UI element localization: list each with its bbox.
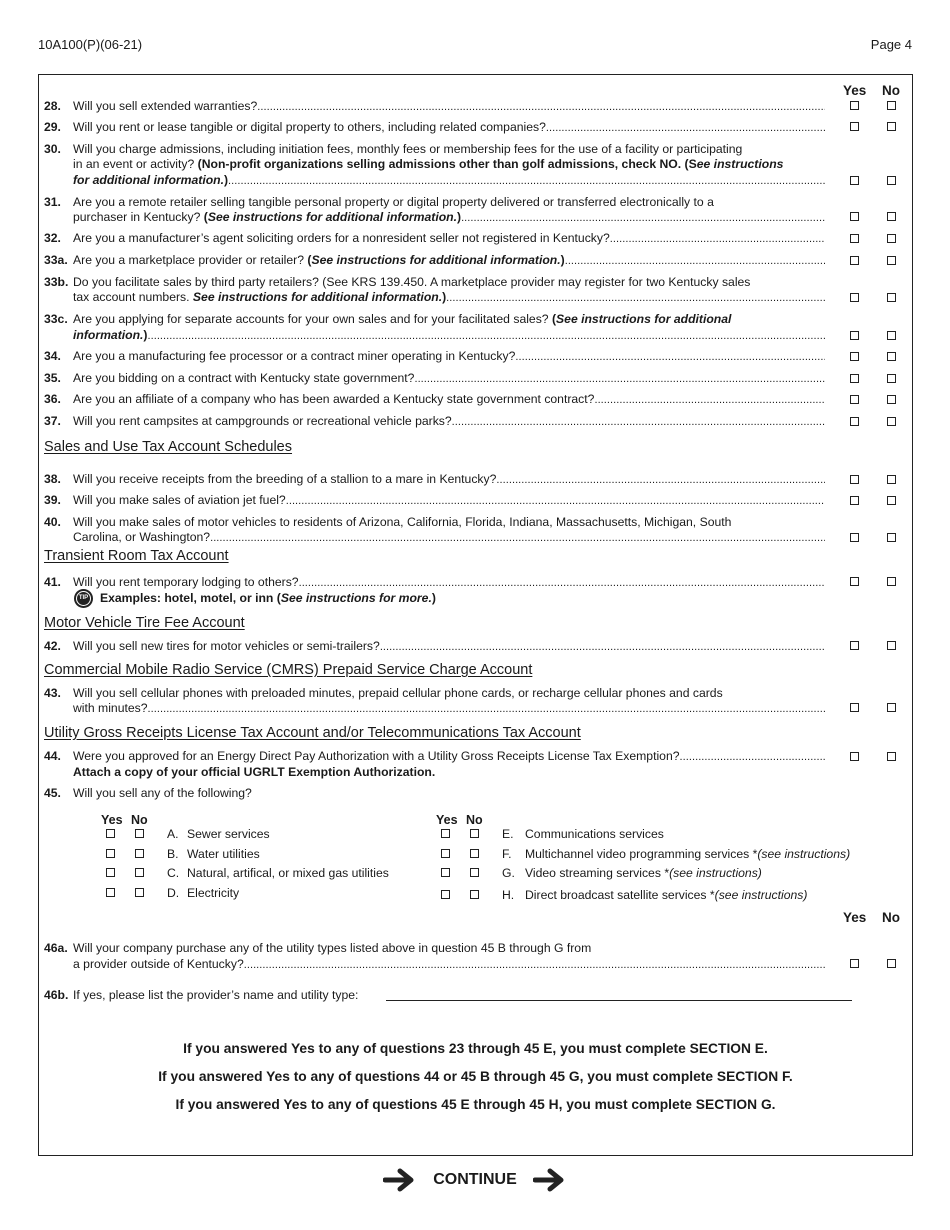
q35-no-checkbox[interactable] (887, 374, 896, 383)
q45b-yes-checkbox[interactable] (106, 849, 115, 858)
q33a-yes-checkbox[interactable] (850, 256, 859, 265)
continue-label: CONTINUE (433, 1171, 517, 1188)
q43-no-checkbox[interactable] (887, 703, 896, 712)
q41-tip-text: Examples: hotel, motel, or inn (See instructions for more.) (100, 591, 436, 605)
q39-number: 39. (44, 493, 61, 507)
q35-number: 35. (44, 371, 61, 385)
q28-number: 28. (44, 99, 61, 113)
q33c-line2: information.) . . . (73, 328, 825, 342)
right-arrow-icon (533, 1168, 567, 1192)
q31-line1: Are you a remote retailer selling tangible personal property or digital property delivered or transferred electronically to a (73, 195, 714, 209)
q44-line2: Attach a copy of your official UGRLT Exemption Authorization. (73, 765, 436, 779)
q44-no-checkbox[interactable] (887, 752, 896, 761)
q44-number: 44. (44, 749, 61, 763)
q37-number: 37. (44, 414, 61, 428)
form-id: 10A100(P)(06-21) (38, 37, 143, 52)
q45b-letter: B. (167, 847, 179, 861)
q32-number: 32. (44, 231, 61, 245)
q28-yes-checkbox[interactable] (850, 101, 859, 110)
q46a-number: 46a. (44, 941, 68, 955)
q45d-yes-checkbox[interactable] (106, 888, 115, 897)
q45h-label: Direct broadcast satellite services *(see instructions) (525, 888, 808, 902)
q29-no-checkbox[interactable] (887, 122, 896, 131)
q43-line2: with minutes? . . . (73, 701, 825, 715)
instruction-section-e: If you answered Yes to any of questions 23 through 45 E, you must complete SECTION E. (183, 1041, 768, 1056)
q45-right-yes-header: Yes (436, 813, 458, 827)
q35-text: Are you bidding on a contract with Kentucky state government? . . . (73, 371, 825, 385)
q29-number: 29. (44, 120, 61, 134)
q45-right-no-header: No (466, 813, 483, 827)
yes-column-header: Yes (843, 83, 867, 98)
q45h-no-checkbox[interactable] (470, 890, 479, 899)
q44-line1: Were you approved for an Energy Direct Pay Authorization with a Utility Gross Receipts License Tax Exemption? . . . (73, 749, 825, 763)
q45b-label: Water utilities (187, 847, 260, 861)
q37-yes-checkbox[interactable] (850, 417, 859, 426)
q45-left-yes-header: Yes (101, 813, 123, 827)
q33b-yes-checkbox[interactable] (850, 293, 859, 302)
q45c-no-checkbox[interactable] (135, 868, 144, 877)
q33c-no-checkbox[interactable] (887, 331, 896, 340)
q45c-label: Natural, artifical, or mixed gas utilities (187, 866, 389, 880)
yes-column-header-2: Yes (843, 910, 867, 925)
q46a-yes-checkbox[interactable] (850, 959, 859, 968)
q30-no-checkbox[interactable] (887, 176, 896, 185)
q36-text: Are you an affiliate of a company who has been awarded a Kentucky state government contract? . . . (73, 392, 825, 406)
page-number: Page 4 (870, 37, 912, 52)
q45-number: 45. (44, 786, 61, 800)
q43-line1: Will you sell cellular phones with preloaded minutes, prepaid cellular phone cards, or recharge cellular phones and cards (73, 686, 723, 700)
right-arrow-icon (383, 1168, 417, 1192)
q45-left-no-header: No (131, 813, 148, 827)
q31-yes-checkbox[interactable] (850, 212, 859, 221)
q30-yes-checkbox[interactable] (850, 176, 859, 185)
q32-no-checkbox[interactable] (887, 234, 896, 243)
q40-yes-checkbox[interactable] (850, 533, 859, 542)
q45d-letter: D. (167, 886, 180, 900)
q45g-label: Video streaming services *(see instructions) (525, 866, 762, 880)
q32-text: Are you a manufacturer’s agent soliciting orders for a nonresident seller not registered in Kentucky? . . . (73, 231, 825, 245)
q28-no-checkbox[interactable] (887, 101, 896, 110)
q45e-yes-checkbox[interactable] (441, 829, 450, 838)
section-cmrs: Commercial Mobile Radio Service (CMRS) Prepaid Service Charge Account (44, 662, 533, 678)
instruction-section-g: If you answered Yes to any of questions 45 E through 45 H, you must complete SECTION G. (175, 1097, 776, 1112)
tip-icon: TIP (74, 589, 93, 608)
q45e-no-checkbox[interactable] (470, 829, 479, 838)
q45f-yes-checkbox[interactable] (441, 849, 450, 858)
q33b-line2: tax account numbers. See instructions for additional information.) . . . (73, 290, 825, 304)
q35-yes-checkbox[interactable] (850, 374, 859, 383)
q45a-label: Sewer services (187, 827, 270, 841)
q34-number: 34. (44, 349, 61, 363)
q45e-label: Communications services (525, 827, 664, 841)
q33a-number: 33a. (44, 253, 68, 267)
q28-text: Will you sell extended warranties? . . . (73, 99, 825, 113)
q36-no-checkbox[interactable] (887, 395, 896, 404)
q33a-text: Are you a marketplace provider or retailer? (See instructions for additional information.) . . . (73, 253, 825, 267)
q46b-text: If yes, please list the provider’s name and utility type: (73, 988, 359, 1002)
section-utility-telecom: Utility Gross Receipts License Tax Account and/or Telecommunications Tax Account (44, 725, 581, 741)
q45a-letter: A. (167, 827, 179, 841)
q29-yes-checkbox[interactable] (850, 122, 859, 131)
q45c-letter: C. (167, 866, 180, 880)
q45g-letter: G. (502, 866, 515, 880)
q31-no-checkbox[interactable] (887, 212, 896, 221)
q46b-provider-input[interactable] (386, 1000, 852, 1001)
q41-number: 41. (44, 575, 61, 589)
q30-number: 30. (44, 142, 61, 156)
q43-yes-checkbox[interactable] (850, 703, 859, 712)
q33c-number: 33c. (44, 312, 68, 326)
q45f-label: Multichannel video programming services *(see instructions) (525, 847, 851, 861)
q40-line2: Carolina, or Washington? . . . (73, 530, 825, 544)
q45d-label: Electricity (187, 886, 240, 900)
q45h-letter: H. (502, 888, 515, 902)
q33c-line1: Are you applying for separate accounts for your own sales and for your facilitated sales? (See instructions for additional (73, 312, 732, 326)
q29-text: Will you rent or lease tangible or digital property to others, including related companies? . . . (73, 120, 825, 134)
continue-indicator (0, 1168, 950, 1192)
q34-no-checkbox[interactable] (887, 352, 896, 361)
q45d-no-checkbox[interactable] (135, 888, 144, 897)
q46a-line2: a provider outside of Kentucky? . . . (73, 957, 825, 971)
q42-number: 42. (44, 639, 61, 653)
q31-line2: purchaser in Kentucky? (See instructions for additional information.) . . . (73, 210, 825, 224)
q45f-no-checkbox[interactable] (470, 849, 479, 858)
q45a-yes-checkbox[interactable] (106, 829, 115, 838)
section-tire-fee: Motor Vehicle Tire Fee Account (44, 615, 245, 631)
no-column-header: No (882, 83, 900, 98)
q38-yes-checkbox[interactable] (850, 475, 859, 484)
instruction-section-f: If you answered Yes to any of questions 44 or 45 B through 45 G, you must complete SECTION F. (158, 1069, 793, 1084)
q30-line2: in an event or activity? (Non-profit organizations selling admissions other than golf admissions, check NO. (See instructions (73, 157, 784, 171)
q36-number: 36. (44, 392, 61, 406)
q34-yes-checkbox[interactable] (850, 352, 859, 361)
q40-no-checkbox[interactable] (887, 533, 896, 542)
q42-yes-checkbox[interactable] (850, 641, 859, 650)
q30-line3: for additional information.) . . . (73, 173, 825, 187)
q39-yes-checkbox[interactable] (850, 496, 859, 505)
q41-no-checkbox[interactable] (887, 577, 896, 586)
q45-text: Will you sell any of the following? (73, 786, 252, 800)
q38-no-checkbox[interactable] (887, 475, 896, 484)
q42-no-checkbox[interactable] (887, 641, 896, 650)
q45h-yes-checkbox[interactable] (441, 890, 450, 899)
q40-number: 40. (44, 515, 61, 529)
q45e-letter: E. (502, 827, 514, 841)
q45g-yes-checkbox[interactable] (441, 868, 450, 877)
q45a-no-checkbox[interactable] (135, 829, 144, 838)
q36-yes-checkbox[interactable] (850, 395, 859, 404)
q33a-no-checkbox[interactable] (887, 256, 896, 265)
q46a-line1: Will your company purchase any of the utility types listed above in question 45 B through G from (73, 941, 592, 955)
q30-line1: Will you charge admissions, including initiation fees, monthly fees or membership fees for the use of a facility or participating (73, 142, 743, 156)
q40-line1: Will you make sales of motor vehicles to residents of Arizona, California, Florida, Indiana, Massachusetts, Michigan, South (73, 515, 732, 529)
q41-yes-checkbox[interactable] (850, 577, 859, 586)
q31-number: 31. (44, 195, 61, 209)
q38-number: 38. (44, 472, 61, 486)
q33b-line1: Do you facilitate sales by third party retailers? (See KRS 139.450. A marketplace provider may register for two Kentucky sales (73, 275, 751, 289)
q39-no-checkbox[interactable] (887, 496, 896, 505)
q37-text: Will you rent campsites at campgrounds or recreational vehicle parks? . . . (73, 414, 825, 428)
q45c-yes-checkbox[interactable] (106, 868, 115, 877)
q45b-no-checkbox[interactable] (135, 849, 144, 858)
q41-text: Will you rent temporary lodging to others? . . . (73, 575, 825, 589)
section-transient-room-tax: Transient Room Tax Account (44, 548, 229, 564)
q42-text: Will you sell new tires for motor vehicles or semi-trailers? . . . (73, 639, 825, 653)
q46b-number: 46b. (44, 988, 69, 1002)
q32-yes-checkbox[interactable] (850, 234, 859, 243)
q39-text: Will you make sales of aviation jet fuel? . . . (73, 493, 825, 507)
q34-text: Are you a manufacturing fee processor or a contract miner operating in Kentucky? . . . (73, 349, 825, 363)
q33b-no-checkbox[interactable] (887, 293, 896, 302)
q45f-letter: F. (502, 847, 512, 861)
section-sales-use-schedules: Sales and Use Tax Account Schedules (44, 439, 293, 455)
q33c-yes-checkbox[interactable] (850, 331, 859, 340)
q46a-no-checkbox[interactable] (887, 959, 896, 968)
no-column-header-2: No (882, 910, 900, 925)
q43-number: 43. (44, 686, 61, 700)
q45g-no-checkbox[interactable] (470, 868, 479, 877)
q38-text: Will you receive receipts from the breeding of a stallion to a mare in Kentucky? . . . (73, 472, 825, 486)
q44-yes-checkbox[interactable] (850, 752, 859, 761)
q33b-number: 33b. (44, 275, 69, 289)
q37-no-checkbox[interactable] (887, 417, 896, 426)
